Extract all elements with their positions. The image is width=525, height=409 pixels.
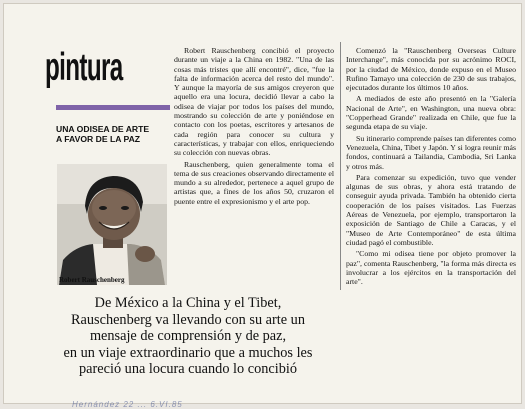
pull-quote-line: pareció una locura cuando lo concibió bbox=[79, 361, 297, 378]
section-heading: pintura bbox=[45, 46, 123, 89]
paragraph: Rauschenberg, quien generalmente toma el tema de sus creaciones observando directamente el mundo a su alrededor, pertenece a aquel grupo de artistas que, a fines de los años 50, cruzaron el puente entre el expresionismo y el arte pop. bbox=[174, 159, 334, 206]
section-rule bbox=[56, 105, 170, 110]
pull-quote-line: mensaje de comprensión y de paz, bbox=[89, 328, 287, 345]
portrait-photo bbox=[57, 164, 167, 285]
photo-caption: Robert Rauschenberg bbox=[59, 276, 125, 284]
paragraph: A mediados de este año presentó en la "Galería Nacional de Arte", en Washington, una nueva obra: "Copperhead Grande" realizada en Chile, que fue la segunda etapa de su viaje. bbox=[346, 94, 516, 132]
handwritten-note: Hernández 22 ... 6.VI.85 bbox=[72, 400, 183, 409]
article-column-middle bbox=[174, 46, 334, 208]
paragraph: Robert Rauschenberg concibió el proyecto durante un viaje a la China en 1982. "Una de las cosas más tristes que allí encontré", dice, "fue la falta de información acerca del resto del mundo". Y aunque la mayoría de sus amigos creyeron que aquello era una locura, decidió llevar a cabo la odisea de viajar por todos los países del mundo, mostrando su colección de arte y poniéndose en contacto con los poetas, escritores y artesanos de cada región para conocer su cultura y características, y trabajar con ellos, enriqueciendo su colección con nuevas obras. bbox=[174, 46, 334, 158]
pull-quote-line: en un viaje extraordinario que a muchos les bbox=[63, 344, 313, 361]
article-column-right bbox=[346, 46, 516, 288]
pull-quote bbox=[38, 295, 338, 378]
paragraph: Para comenzar su expedición, tuvo que vender algunas de sus obras, y ahora está tratando de conseguir ayuda privada. También ha obtenido cierta cooperación de los países visitados. Las Fuerzas Aéreas de Venezuela, por ejemplo, transportaron la exposición de Santiago de Chile a Caracas, y el "Museo de Arte Contemporáneo" de esta última ciudad pagó el combustible. bbox=[346, 172, 516, 247]
paragraph: "Como mi odisea tiene por objeto promover la paz", comenta Rauschenberg, "la forma más directa es involucrar a los ejércitos en la transportación del arte". bbox=[346, 249, 516, 287]
paragraph: Comenzó la "Rauschenberg Overseas Culture Interchange", más conocida por su acrónimo ROCI, por la ciudad de México, donde expuso en el Museo Rufino Tamayo una colección de 230 de sus trabajos, ejecutados durante los últimos 10 años. bbox=[346, 46, 516, 93]
article-subtitle bbox=[56, 125, 176, 144]
clipping-page bbox=[3, 3, 522, 409]
subtitle-line-2: A FAVOR DE LA PAZ bbox=[56, 133, 141, 144]
portrait-illustration bbox=[57, 164, 167, 285]
column-divider bbox=[340, 42, 341, 290]
subtitle-line-1: UNA ODISEA DE ARTE bbox=[56, 124, 150, 134]
paragraph: Su itinerario comprende países tan diferentes como Venezuela, China, Tibet y Japón. Y si logra reunir más fondos, continuará a Tailandia, Cambodia, Sri Lanka y otros más. bbox=[346, 133, 516, 171]
pull-quote-line: De México a la China y el Tibet, bbox=[94, 295, 282, 311]
pull-quote-line: Rauschenberg va llevando con su arte un bbox=[71, 311, 305, 328]
